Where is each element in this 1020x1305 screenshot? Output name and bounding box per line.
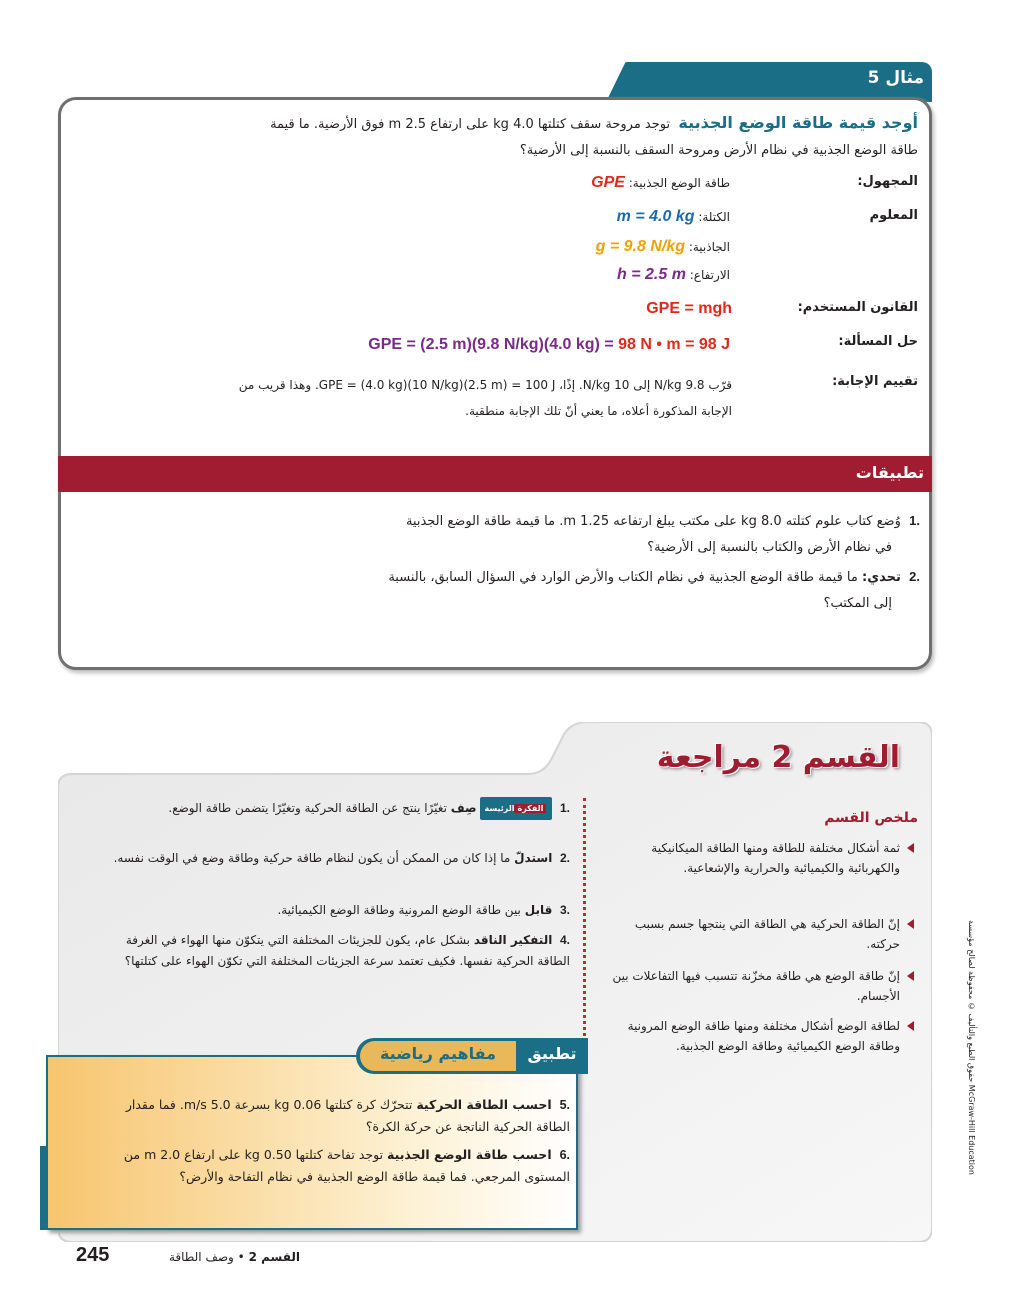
eval-label: تقييم الإجابة: xyxy=(832,374,918,389)
math-text-6: توجد تفاحة كتلتها 0.50 kg على ارتفاع 2.0 m من المستوى المرجعي. فما قيمة طاقة الوضع الجذبية في نظام التفاحة والأرض؟ xyxy=(123,1147,570,1184)
review-num-4: .4 xyxy=(559,933,570,947)
review-text-2: ما إذا كان من الممكن أن يكون لنظام طاقة حركية وطاقة وضع في الوقت نفسه. xyxy=(113,851,511,865)
known-mass-text: الكتلة: xyxy=(698,210,730,224)
example-heading-highlight: أوجد قيمة طاقة الوضع الجذبية xyxy=(678,113,918,132)
known-mass-eq: m = 4.0 kg xyxy=(616,208,695,225)
math-tab-label-a: تطبيق xyxy=(527,1044,577,1063)
summary-item-4: لطاقة الوضع أشكال مختلفة ومنها طاقة الوضع المرونية وطاقة الوضع الكيميائية وطاقة الوضع الجذبية. xyxy=(610,1016,900,1056)
review-text-4: بشكل عام، يكون للجزيئات المختلفة التي يتكوّن منها الهواء في الغرفة الطاقة الحركية نفسها. فكيف تعتمد سرعة الجزيئات المختلفة التي تكوّن الهواء على كتلتها؟ xyxy=(124,933,570,968)
unknown-var: GPE xyxy=(591,174,625,191)
eval-line1: قرّب 9.8 N/kg إلى 10 N/kg. إذًا، GPE = (4.0 kg)(10 N/kg)(2.5 m) = 100 J. وهذا قريب من xyxy=(238,378,732,392)
review-num-1: .1 xyxy=(559,801,570,815)
known-label: المعلوم xyxy=(869,208,918,223)
application-num-2: .2 xyxy=(909,569,920,584)
review-question-3 xyxy=(104,900,570,921)
solve-eq-a: GPE = (2.5 m)(9.8 N/kg)(4.0 kg) = xyxy=(368,336,619,353)
footer-section: القسم 2 • وصف الطاقة xyxy=(168,1250,300,1264)
review-bold-3: قابل xyxy=(524,903,553,917)
badge-a: الفكرة xyxy=(514,804,546,813)
footer-topic: وصف الطاقة xyxy=(168,1250,234,1264)
solve-eq-b: 98 N • m = 98 J xyxy=(618,336,730,353)
summary-item-2: إنّ الطاقة الحركية هي الطاقة التي ينتجها جسم بسبب حركته. xyxy=(610,914,900,954)
application-line1-2: ما قيمة طاقة الوضع الجذبية في نظام الكتاب والأرض الوارد في السؤال السابق، بالنسبة xyxy=(388,570,858,585)
solve-label: حل المسألة: xyxy=(838,334,918,349)
review-num-2: .2 xyxy=(559,851,570,865)
math-bold-6: احسب طاقة الوضع الجذبية xyxy=(387,1147,552,1162)
unknown-label: المجهول: xyxy=(857,174,918,189)
review-title: القسم 2 مراجعة xyxy=(656,740,900,775)
review-text-3: بين طاقة الوضع المرونية وطاقة الوضع الكيميائية. xyxy=(277,903,521,917)
application-item-2 xyxy=(230,564,920,617)
math-text-5: تتحرّك كرة كتلتها 0.06 kg بسرعة 5.0 m/s. فما مقدار الطاقة الحركية الناتجة عن حركة الكرة؟ xyxy=(125,1097,570,1134)
unknown-row xyxy=(430,174,730,192)
known-height-row xyxy=(430,266,730,284)
review-question-2 xyxy=(104,848,570,869)
review-divider xyxy=(583,798,586,1043)
application-item-1 xyxy=(230,508,920,561)
application-line1-1: وُضع كتاب علوم كتلته 8.0 kg على مكتب يبلغ ارتفاعه 1.25 m. ما قيمة طاقة الوضع الجذبية xyxy=(405,514,901,529)
application-line2-1: في نظام الأرض والكتاب بالنسبة إلى الأرضية؟ xyxy=(647,540,892,555)
math-num-5: .5 xyxy=(559,1098,570,1112)
summary-item-3: إنّ طاقة الوضع هي طاقة مخزّنة تتسبب فيها التفاعلات بين الأجسام. xyxy=(610,966,900,1006)
math-box xyxy=(46,1055,578,1230)
math-bold-5: احسب الطاقة الحركية xyxy=(416,1097,552,1112)
known-mass-row xyxy=(430,208,730,226)
example-heading xyxy=(60,110,918,164)
badge-b: الرئيسة xyxy=(484,804,515,813)
solve-eq xyxy=(250,336,730,354)
eval-line2: الإجابة المذكورة أعلاه، ما يعني أنّ تلك الإجابة منطقية. xyxy=(465,404,732,418)
known-height-eq: h = 2.5 m xyxy=(617,266,686,283)
known-gravity-text: الجاذبية: xyxy=(688,240,730,254)
example-heading-line2: طاقة الوضع الجذبية في نظام الأرض ومروحة السقف بالنسبة إلى الأرضية؟ xyxy=(519,143,918,158)
law-eq-text: GPE = mgh xyxy=(646,300,732,317)
page-number: 245 xyxy=(76,1244,110,1266)
math-num-6: .6 xyxy=(559,1148,570,1162)
law-label: القانون المستخدم: xyxy=(797,300,918,315)
review-bold-1: صِف xyxy=(450,801,477,815)
example-tab-label: مثال 5 xyxy=(867,68,924,88)
application-bold-2: تحدي: xyxy=(862,570,901,585)
law-eq xyxy=(608,300,732,318)
main-idea-badge xyxy=(480,797,552,820)
known-gravity-row xyxy=(430,238,730,256)
application-num-1: .1 xyxy=(909,513,920,528)
footer-section-label: القسم 2 xyxy=(248,1250,300,1264)
example-heading-line1: توجد مروحة سقف كتلتها 4.0 kg على ارتفاع 2.5 m فوق الأرضية. ما قيمة xyxy=(270,117,671,132)
review-text-1: تغيّرًا ينتج عن الطاقة الحركية وتغيّرًا يتضمن طاقة الوضع. xyxy=(168,801,447,815)
applications-title: تطبيقات xyxy=(855,463,924,482)
math-question-5 xyxy=(104,1094,570,1137)
summary-title: ملخص القسم xyxy=(824,810,918,826)
side-credit: حقوق الطبع والتأليف © محفوظة لصالح مؤسسة McGraw-Hill Education xyxy=(967,920,976,1175)
review-question-4 xyxy=(104,930,570,972)
review-num-3: .3 xyxy=(559,903,570,917)
review-bold-2: استدلّ xyxy=(514,851,553,865)
eval-text xyxy=(64,372,732,424)
math-question-6 xyxy=(104,1144,570,1187)
summary-item-1: ثمة أشكال مختلفة للطاقة ومنها الطاقة الميكانيكية والكهربائية والكيميائية والحرارية والإشعاعية. xyxy=(610,838,900,878)
known-height-text: الارتفاع: xyxy=(689,268,730,282)
application-line2-2: إلى المكتب؟ xyxy=(823,596,892,611)
review-question-1 xyxy=(104,797,570,820)
known-gravity-eq: g = 9.8 N/kg xyxy=(595,238,685,255)
math-tab-label-b: مفاهيم رياضية xyxy=(379,1044,497,1063)
review-bold-4: التفكير الناقد xyxy=(473,933,553,947)
unknown-text: طاقة الوضع الجذبية: xyxy=(628,176,730,190)
